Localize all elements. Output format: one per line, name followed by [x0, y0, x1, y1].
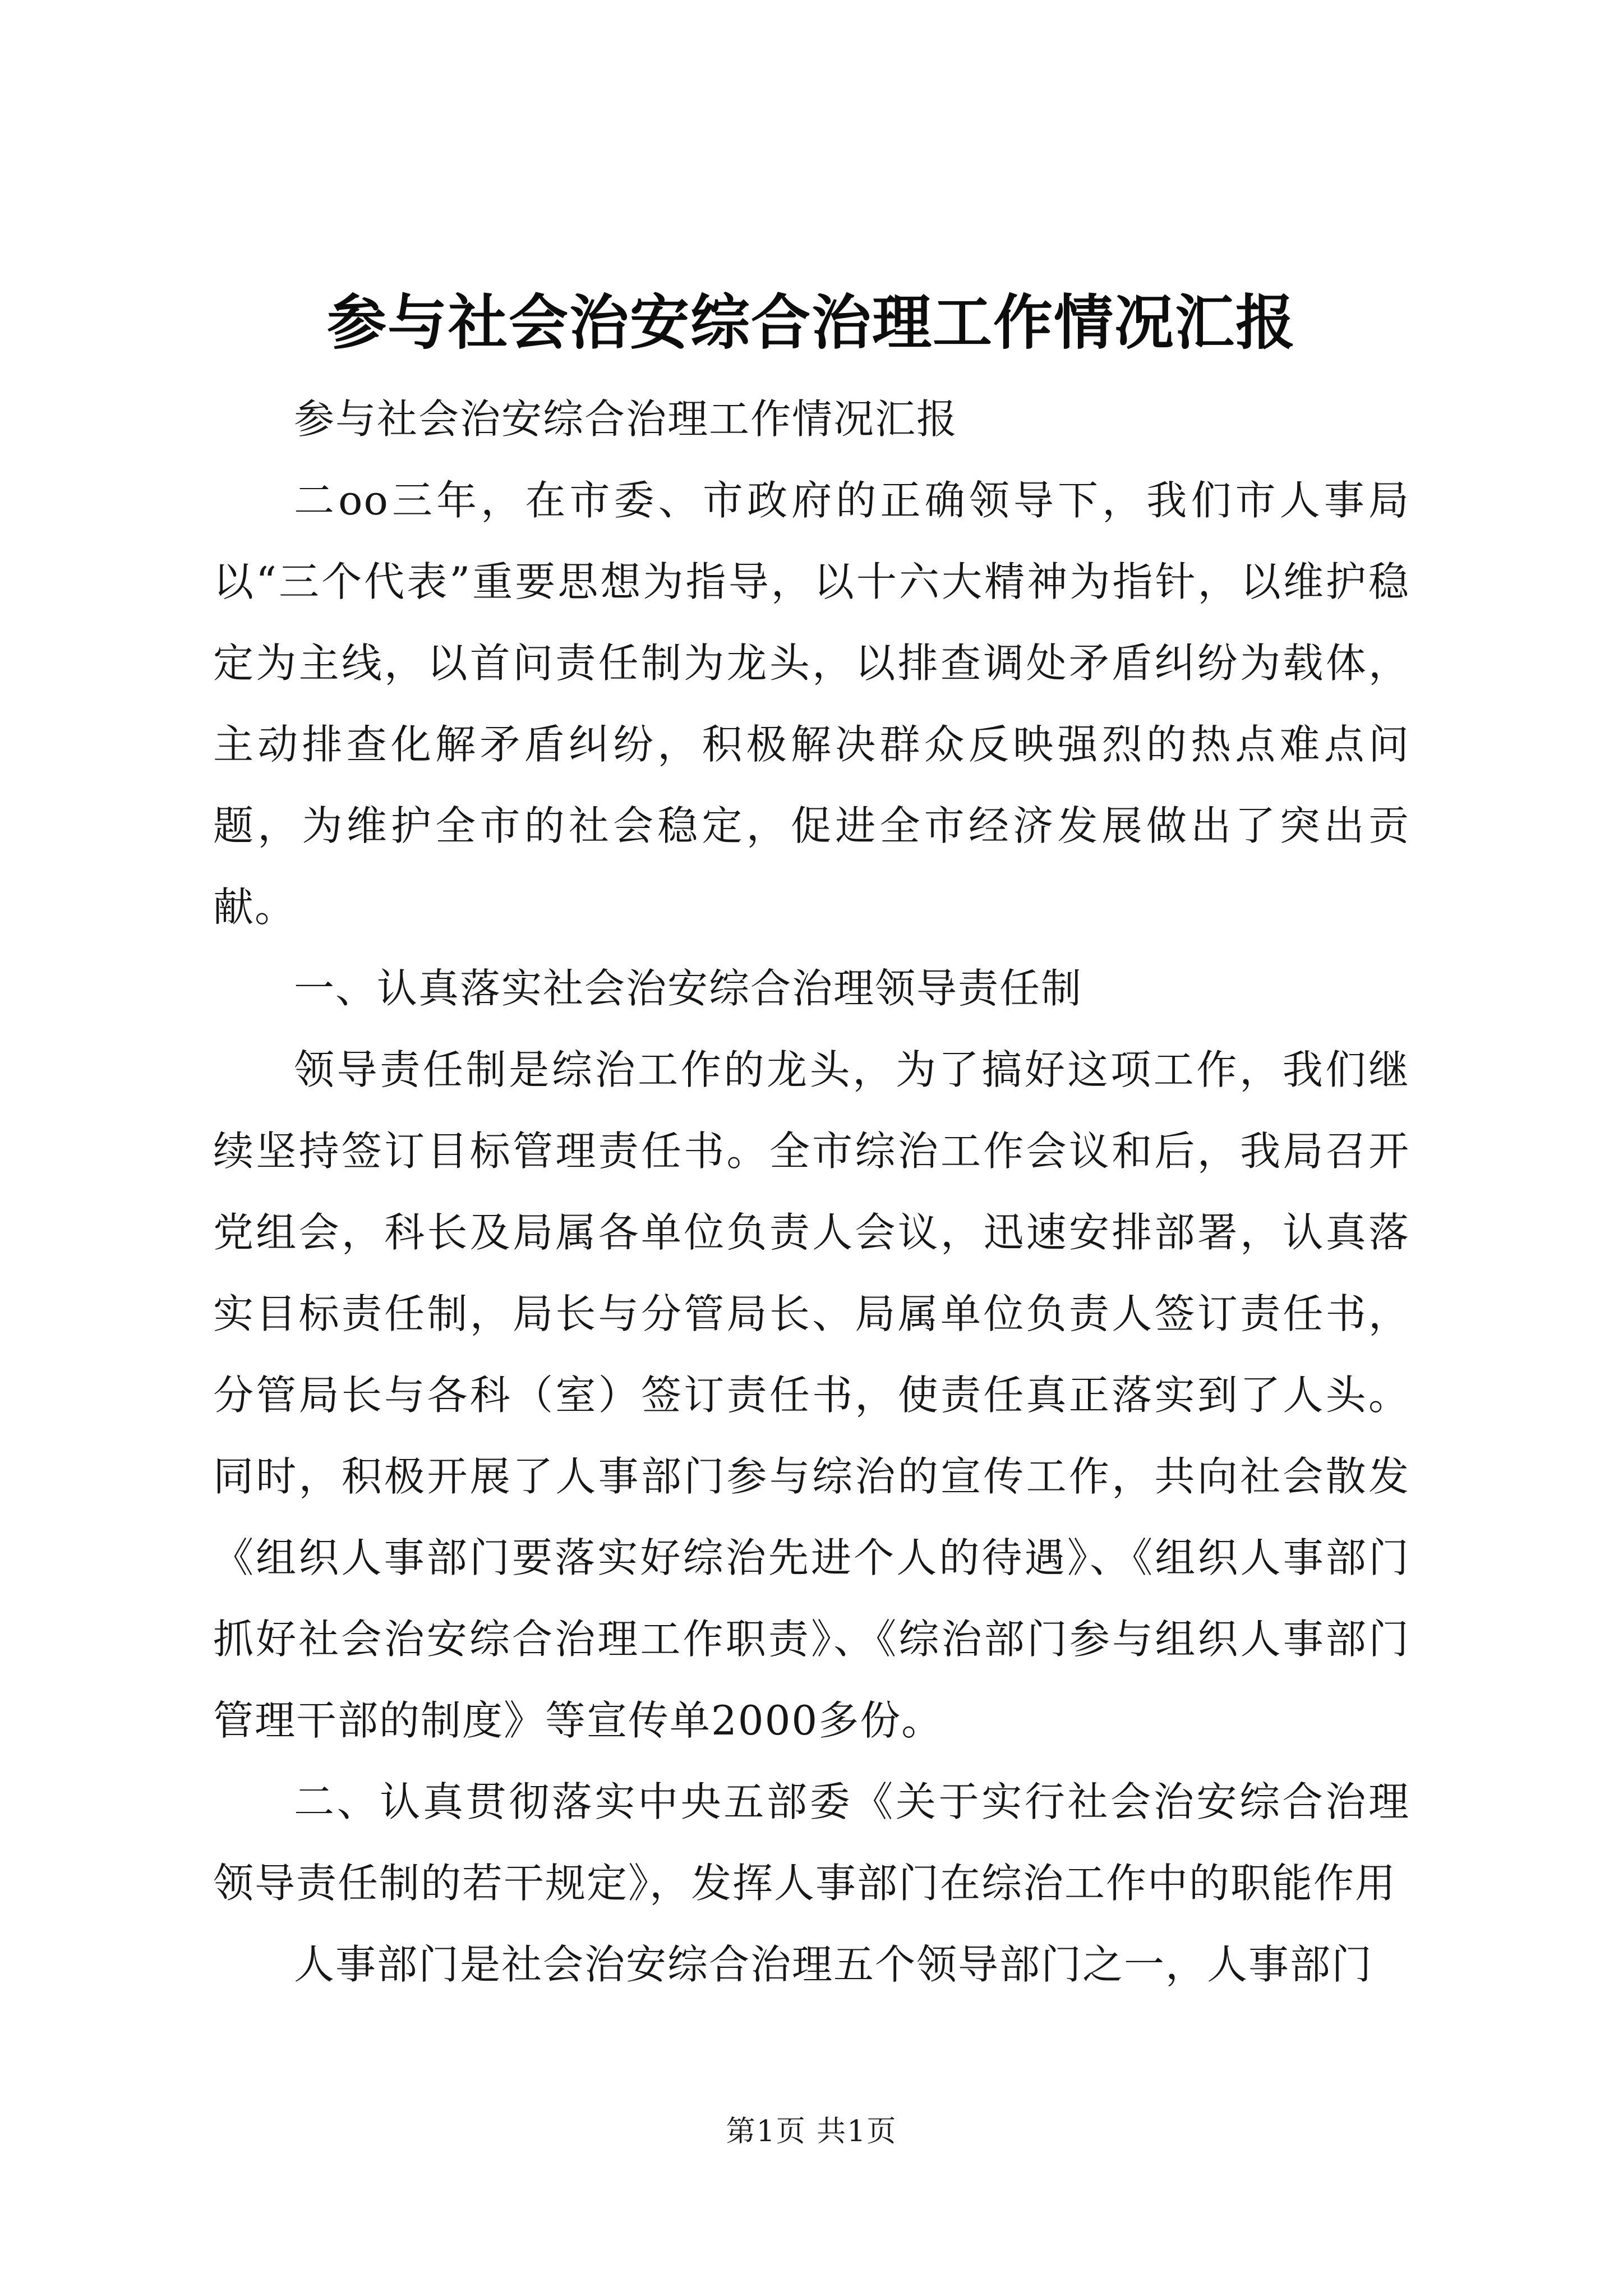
document-body: [213, 379, 1410, 2005]
section-2-paragraph: 人事部门是社会治安综合治理五个领导部门之一，人事部门: [294, 1941, 1373, 1988]
section-1-paragraph: 领导责任制是综治工作的龙头，为了搞好这项工作，我们继续坚持签订目标管理责任书。全市综治工作会议和后，我局召开党组会，科长及局属各单位负责人会议，迅速安排部署，认真落实目标责任制，局长与分管局长、局属单位负责人签订责任书，分管局长与各科（室）签订责任书，使责任真正落实到了人头。同时，积极开展了人事部门参与综治的宣传工作，共向社会散发《组织人事部门要落实好综治先进个人的待遇》、《组织人事部门抓好社会治安综合治理工作职责》、《综治部门参与组织人事部门管理干部的制度》等宣传单2000多份。: [213, 1046, 1410, 1744]
page-footer: 第1页 共1页: [726, 2115, 897, 2148]
subtitle-paragraph: 参与社会治安综合治理工作情况汇报: [294, 395, 958, 443]
intro-paragraph: 二oo三年，在市委、市政府的正确领导下，我们市人事局以“三个代表”重要思想为指导，以十六大精神为指针，以维护稳定为主线，以首问责任制为龙头，以排查调处矛盾纠纷为载体，主动排查化解矛盾纠纷，积极解决群众反映强烈的热点难点问题，为维护全市的社会稳定，促进全市经济发展做出了突出贡献。: [213, 477, 1410, 931]
document-title: 参与社会治安综合治理工作情况汇报: [327, 287, 1296, 357]
section-heading-1: 一、认真落实社会治安综合治理领导责任制: [294, 965, 1083, 1012]
section-heading-2: 二、认真贯彻落实中央五部委《关于实行社会治安综合治理领导责任制的若干规定》，发挥人事部门在综治工作中的职能作用: [213, 1778, 1410, 1907]
